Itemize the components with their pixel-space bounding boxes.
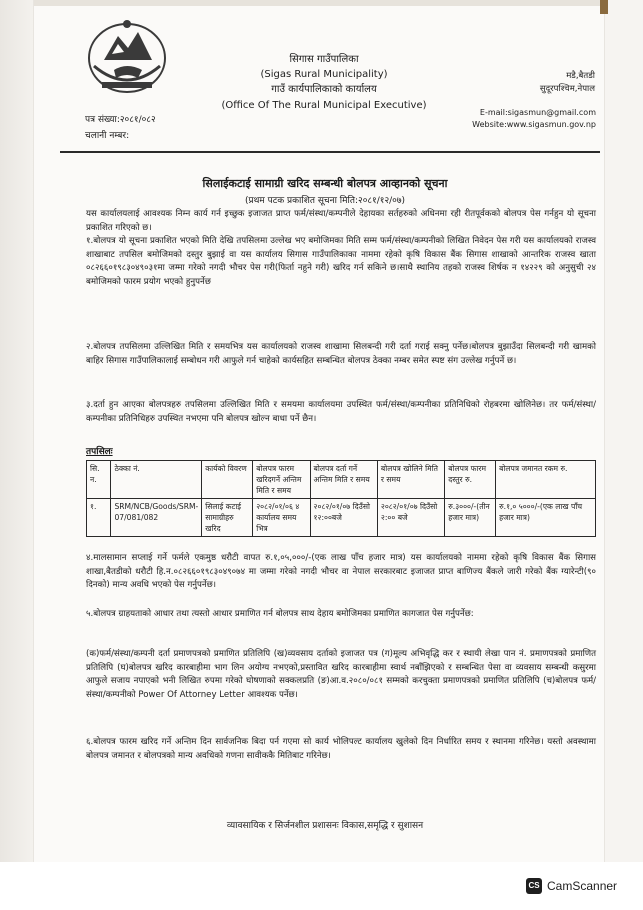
clause-3: ३.दर्ता हुन आएका बोलपत्रहरु तपसिलमा उल्लिखित मिति र समयमा कार्यालयमा उपस्थित फर्म/संस्था/कम्पनीका प्रतिनिधिको रोहबरमा खोलिनेछ। तर फर्म/संस्था/कम्पनीका प्रतिनिधिहरु उपस्थित नभएमा पनि बोलपत्र खोल्न बाधा पर्ने छैन। bbox=[86, 400, 596, 424]
clause-5: ५.बोलपत्र ग्राहयताको आधार तथा त्यस्तो आधार प्रमाणित गर्न बोलपत्र साथ देहाय बमोजिमका प्रमाणित कागजात पेस गर्नुपर्नेछ: bbox=[86, 609, 474, 619]
cell-form-purchase: २०८२/०१/०६ ४ कार्यालय समय भित्र bbox=[253, 499, 310, 537]
reference-block bbox=[85, 112, 156, 144]
clause-4: ४.मालसामान सप्लाई गर्ने फर्मले एकमुष्ठ धरौटी वापत रु.१,०५,०००/-(एक लाख पाँच हजार मात्र) यस कार्यालयको नाममा रहेको कृषि विकास बैंक सिगास शाखा,बैतडीको धरौटी हि.न.०८२६६०१९८३०४९०७४ मा जम्मा गरेको नगदी भौचर वा नेपाल सरकारबाट इजाजत प्राप्त बाणिज्य बैंकले जारी गरेको बैंक ग्यारेन्टी(९० दिनको) मान्य अवधि भएको पेस गर्नुपर्नेछ। bbox=[86, 553, 596, 591]
paper-top-edge bbox=[34, 0, 604, 6]
footer-motto: व्यावसायिक र सिर्जनशील प्रशासनः विकास,समृद्धि र सुशासन bbox=[226, 821, 424, 831]
header-cell-bid-security: बोलपत्र जमानत रकम रु. bbox=[496, 461, 596, 499]
header-contact bbox=[400, 107, 596, 131]
header-divider bbox=[60, 151, 600, 153]
cell-description: सिलाई कटाई सामाग्रीहरु खरिद bbox=[202, 499, 253, 537]
cell-opening: २०८२/०१/०७ दिउँसो २:०० बजे bbox=[377, 499, 444, 537]
address-line-2: सुदूरपश्चिम,नेपाल bbox=[539, 84, 595, 94]
cell-contract-no: SRM/NCB/Goods/SRM-07/081/082 bbox=[111, 499, 202, 537]
ref-number: पत्र संख्या:२०८१/०८२ bbox=[85, 115, 156, 125]
address-line-1: मडै,बैतडी bbox=[566, 71, 595, 81]
notice-title: सिलाईकटाई सामाग्री खरिद सम्बन्धी बोलपत्र आव्हानको सूचना bbox=[202, 177, 448, 190]
clause-1: १.बोलपत्र यो सूचना प्रकाशित भएको मिति देखि तपसिलमा उल्लेख भए बमोजिमका मिति सम्म फर्म/संस्था/कम्पनीको लिखित निवेदन पेस गरी यस कार्यालयको राजस्व शाखाबाट तपसिल बमोजिमको दस्तुर बुझाई वा यस कार्यालय सिगास गाउँपालिकाका नाममा रहेको कृषि विकास बैंक सिगास शाखाको आन्तरिक राजस्व खाता ०८२६६०१९८३०४९०३१मा जम्मा गरेको नगदी भौचर पेस गरी(फिर्ता नहुने गरी) खरिद गर्न सकिने छ।साथै स्थानिय तहको राजस्व शिर्षक न १४२२९ को अनुसुची २४ बमोजिमको फारम प्रयोग भएको हुनुपर्नेछ bbox=[86, 236, 596, 287]
tender-schedule-table bbox=[86, 460, 596, 537]
notice-intro: यस कार्यालयलाई आवश्यक निम्न कार्य गर्न इच्छुक इजाजत प्राप्त फर्म/संस्था/कम्पनीले देहायका सर्तहरुको अधिनमा रही रीतपूर्वकको बोलपत्र पेस गर्नहुन यो सूचना प्रकाशित गरिएको छ। bbox=[86, 209, 596, 233]
header-cell-form-fee: बोलपत्र फारम दस्तुर रु. bbox=[445, 461, 496, 499]
table-row bbox=[87, 499, 596, 537]
cell-bid-security: रु.१,० ५०००/-(एक लाख पाँच हजार मात्र) bbox=[496, 499, 596, 537]
camscanner-label: CamScanner bbox=[547, 879, 618, 893]
website-text: Website:www.sigasmun.gov.np bbox=[472, 120, 596, 129]
notice-intro-and-clause-1 bbox=[86, 208, 596, 290]
cell-registration: २०८२/०१/०७ दिउँसो १२:००बजे bbox=[310, 499, 377, 537]
header-cell-form-purchase: बोलपत्र फारम खरिदगर्ने अन्तिम मिति र समय bbox=[253, 461, 310, 499]
tapsil-label: तपसिलः bbox=[86, 447, 113, 457]
header-en-name: (Sigas Rural Municipality) bbox=[260, 69, 388, 80]
paper-corner-mark bbox=[600, 0, 608, 14]
header-address bbox=[475, 70, 595, 96]
cell-form-fee: रु.३०००/-(तीन हजार मात्र) bbox=[445, 499, 496, 537]
header-cell-contract-no: ठेक्का नं. bbox=[111, 461, 202, 499]
header-cell-opening: बोलपत्र खोलिने मिति र समय bbox=[377, 461, 444, 499]
clause-6: ६.बोलपत्र फारम खरिद गर्ने अन्तिम दिन सार्वजनिक बिदा पर्न गएमा सो कार्य भोलिपल्ट कार्यालय खुलेको दिन निर्धारित समय र स्थानमा गरिनेछ। यस्तो अवस्थामा बोलपत्र जमानत र बोलपत्रको मान्य अवधिको गणना सावीककै मितिबाट गरिनेछ। bbox=[86, 737, 596, 761]
email-text: E-mail:sigasmun@gmail.com bbox=[479, 108, 596, 117]
header-np-office: गाउँ कार्यपालिकाको कार्यालय bbox=[271, 84, 377, 95]
header-cell-registration: बोलपत्र दर्ता गर्ने अन्तिम मिति र समय bbox=[310, 461, 377, 499]
header-np-name: सिगास गाउँपालिका bbox=[289, 54, 359, 65]
page-left-shadow bbox=[0, 0, 34, 862]
header-cell-description: कार्यको विवरण bbox=[202, 461, 253, 499]
notice-subtitle: (प्रथम पटक प्रकाशित सूचना मिति:२०८१/१२/०७) bbox=[244, 196, 406, 206]
clause-5-documents: (क)फर्म/संस्था/कम्पनी दर्ता प्रमाणपत्रको प्रमाणित प्रतिलिपि (ख)व्यवसाय दर्ताको इजाजत पत्र (ग)मूल्य अभिवृद्धि कर र स्थायी लेखा पान नं. प्रमाणपत्रको प्रमाणित प्रतिलिपि (घ)बोलपत्र खरिद कारबाहीमा भाग लिन अयोग्य नभएको,प्रस्तावित खरिद कारबाहीमा स्वार्थ नबाँझिएको र सम्बन्धित पेसा वा व्यवसाय सम्बन्धी कसुरमा आफुले सजाय नपाएको भनी लिखित रुपमा गरेको घोषणाको सक्कलप्रति (ङ)आ.व.२०८०/०८१ सम्मको करचुक्ता प्रमाणपत्रको प्रमाणित प्रतिलिपि (च)बोलपत्र फर्म/संस्था/कम्पनीको Power Of Attorney Letter आवश्यक पर्नेछ। bbox=[86, 649, 596, 700]
camscanner-logo-icon: CS bbox=[526, 878, 542, 894]
nepal-emblem-icon bbox=[84, 14, 170, 96]
dispatch-number: चलानी नम्बर: bbox=[85, 131, 130, 141]
header-en-office: (Office Of The Rural Municipal Executive) bbox=[221, 100, 427, 111]
clause-2: २.बोलपत्र तपसिलमा उल्लिखित मिति र समयभित्र यस कार्यालयको राजस्व शाखामा सिलबन्दी गरी दर्ता गराई सक्नु पर्नेछ।बोलपत्र बुझाउँदा सिलबन्दी गरी खामको बाहिर सिगास गाउँपालिकालाई सम्बोधन गरी आफुले गर्न चाहेको कार्यसहित सम्बन्धित बोलपत्र ठेक्का नम्बर समेत स्पष्ट संग उल्लेख गर्नुपर्ने छ। bbox=[86, 342, 596, 366]
table-header-row bbox=[87, 461, 596, 499]
header-cell-sn: सि. न. bbox=[87, 461, 111, 499]
cell-sn: १. bbox=[87, 499, 111, 537]
